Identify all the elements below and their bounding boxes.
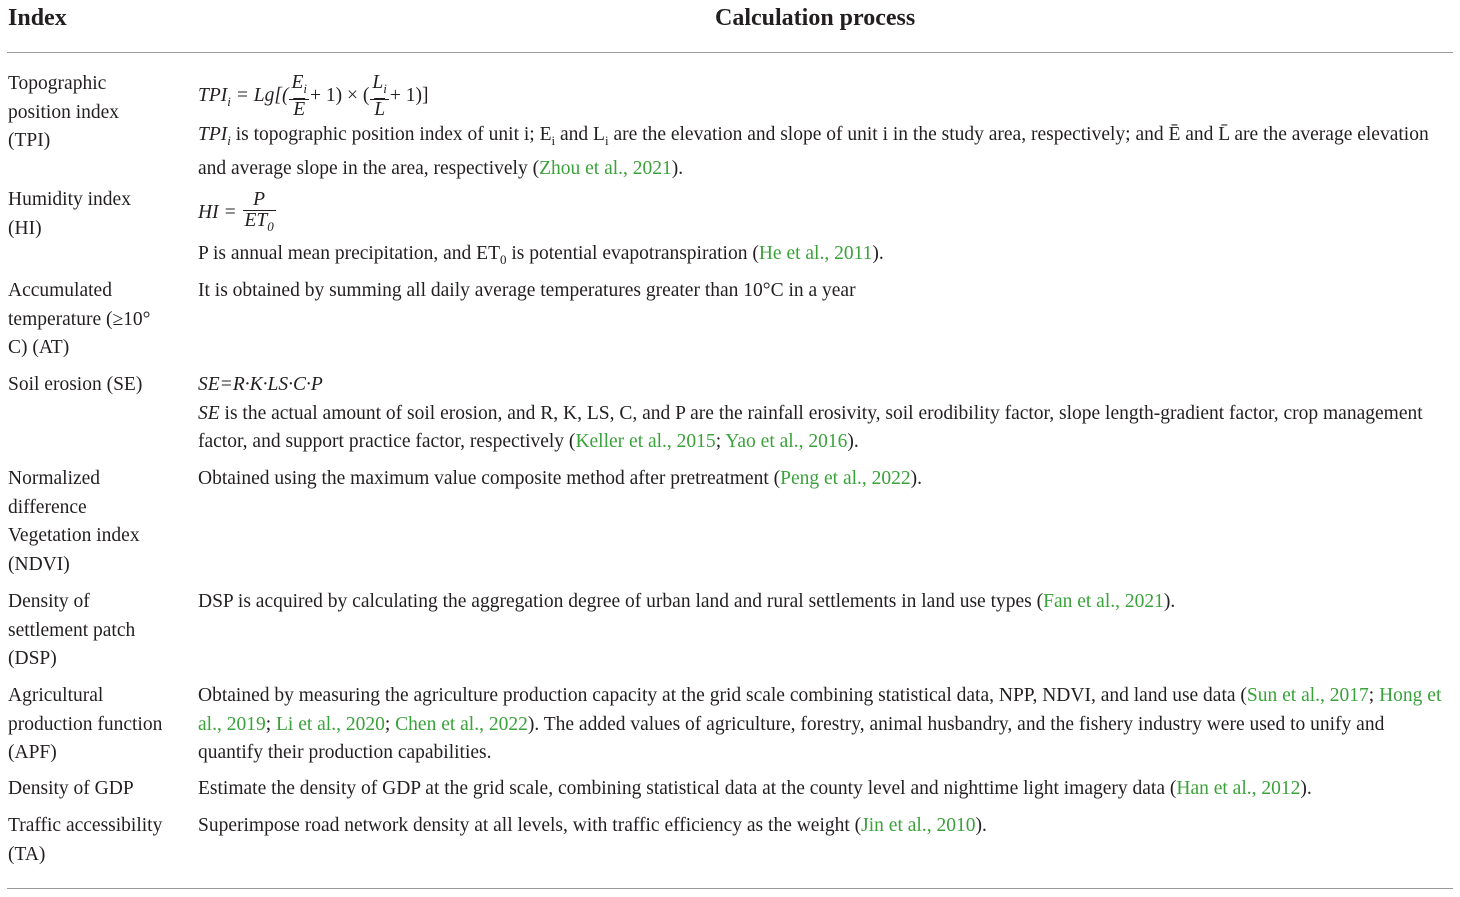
description-text: It is obtained by summing all daily average temperatures greater than 10°C in a year bbox=[198, 280, 856, 301]
index-line: (NDVI) bbox=[8, 553, 70, 575]
index-line: (HI) bbox=[8, 217, 42, 239]
fraction-denominator: L bbox=[374, 98, 386, 120]
fraction-numerator: E bbox=[291, 72, 304, 94]
description-text: Obtained by measuring the agriculture production capacity at the grid scale combining statistical data, NPP, NDVI, and land use data ( bbox=[198, 685, 1247, 706]
index-line: Density of GDP bbox=[8, 778, 134, 799]
index-cell bbox=[8, 371, 188, 400]
index-cell bbox=[8, 465, 188, 579]
fraction-denominator: ET bbox=[244, 210, 268, 232]
index-cell bbox=[8, 682, 188, 768]
formula-symbol: HI bbox=[198, 202, 219, 223]
index-cell bbox=[8, 775, 188, 804]
description-text: ). bbox=[671, 158, 684, 180]
description-text: is topographic position index of unit i; E bbox=[235, 124, 552, 145]
index-cell bbox=[8, 588, 188, 674]
index-line: (TA) bbox=[8, 843, 46, 865]
description-text: Superimpose road network density at all levels, with traffic efficiency as the weight ( bbox=[198, 815, 862, 836]
calc-cell bbox=[198, 812, 1443, 841]
index-line: difference bbox=[8, 496, 87, 518]
formula-symbol: TPI bbox=[198, 85, 228, 106]
formula-part: + 1) × ( bbox=[310, 85, 370, 106]
description-text: ). bbox=[975, 815, 987, 836]
citation-link[interactable]: Li et al., 2020 bbox=[276, 713, 385, 735]
index-line: Humidity index bbox=[8, 189, 131, 210]
index-line: position index bbox=[8, 101, 120, 123]
hi-formula: HI = $\frac{P}{ET_0}$ bbox=[198, 186, 1443, 240]
description-symbol: SE bbox=[198, 402, 220, 424]
fraction-denominator: E bbox=[293, 98, 306, 120]
se-description: SE is the actual amount of soil erosion, and R, K, LS, C, and P are the rainfall erosivity, soil erodibility factor, slope length-gradient factor, crop management factor, and support practice factor, respectively (Keller et al., 2015; Yao et al., 2016). bbox=[198, 402, 1423, 452]
formula-subscript: 0 bbox=[499, 251, 507, 267]
index-line: Normalized bbox=[8, 468, 101, 489]
description-text: ). bbox=[847, 431, 859, 452]
index-cell bbox=[8, 812, 188, 869]
index-line: Soil erosion (SE) bbox=[8, 374, 143, 395]
index-line: temperature (≥10° bbox=[8, 308, 151, 330]
citation-link[interactable]: Jin et al., 2010 bbox=[861, 815, 976, 836]
calc-cell bbox=[198, 186, 1443, 274]
description-text: ). bbox=[910, 468, 923, 489]
citation-link[interactable]: Fan et al., 2021 bbox=[1043, 591, 1164, 612]
index-line: (TPI) bbox=[8, 130, 51, 151]
index-line: Accumulated bbox=[8, 280, 112, 301]
calc-cell bbox=[198, 775, 1443, 804]
calc-cell bbox=[198, 70, 1443, 184]
citation-link[interactable]: He et al., 2011 bbox=[758, 243, 873, 264]
formula-subscript: i bbox=[383, 80, 387, 96]
fraction bbox=[243, 190, 276, 237]
formula-subscript: i bbox=[227, 93, 231, 109]
index-line: (APF) bbox=[8, 742, 57, 763]
citation-link[interactable]: Yao et al., 2016 bbox=[725, 431, 848, 452]
calc-cell bbox=[198, 588, 1443, 617]
index-line: Vegetation index bbox=[8, 525, 140, 546]
index-line: (DSP) bbox=[8, 648, 57, 669]
description-text: is potential evapotranspiration ( bbox=[506, 243, 759, 264]
header-divider bbox=[7, 52, 1453, 53]
calc-cell: Obtained by measuring the agriculture production capacity at the grid scale combining statistical data, NPP, NDVI, and land use data (Sun et al., 2017; Hong et al., 2019; Li et al., 2020; Chen et al., 2022). The added values of agriculture, forestry, animal husbandry, and the fishery industry were used to unify and quantify their production capabilities. bbox=[198, 685, 1442, 763]
index-line: Density of bbox=[8, 591, 90, 612]
index-line: Traffic accessibility bbox=[8, 815, 163, 836]
fraction bbox=[289, 73, 309, 120]
description-text: ). bbox=[1300, 778, 1312, 799]
citation-link[interactable]: Hong et al., 2019 bbox=[198, 685, 1442, 735]
tpi-formula: $TPI_i = Lg$[( $\frac{E_i}{E}$ + 1) × ( $\frac{L_i}{L}$ + 1)] bbox=[198, 72, 429, 120]
citation-link[interactable]: Keller et al., 2015 bbox=[575, 431, 716, 452]
formula-subscript: 0 bbox=[267, 218, 274, 234]
table-header bbox=[0, 0, 1460, 52]
citation-link[interactable]: Han et al., 2012 bbox=[1176, 778, 1301, 799]
calc-cell bbox=[198, 277, 1443, 306]
index-cell bbox=[8, 70, 188, 156]
description-text: ). bbox=[1163, 591, 1176, 612]
formula-part: + 1)] bbox=[389, 85, 429, 106]
description-text: Estimate the density of GDP at the grid scale, combining statistical data at the county level and nighttime light imagery data ( bbox=[198, 778, 1177, 799]
description-text: ). The added values of agriculture, forestry, animal husbandry, and the fishery industry were used to unify and quantify their production capabilities. bbox=[198, 713, 1385, 763]
tpi-description: $TPI_i$ is topographic position index of unit i; $E_i$ and $L_i$ are the elevation and slope of unit i in the study area, respectively; and Ē and L̄ are the average elevation and average slope in the area, respectively (Zhou et al., 2021). bbox=[198, 124, 1429, 180]
citation-link[interactable]: Chen et al., 2022 bbox=[395, 713, 528, 735]
index-line: C) (AT) bbox=[8, 337, 70, 358]
index-line: settlement patch bbox=[8, 619, 136, 641]
table-bottom-rule bbox=[7, 888, 1453, 889]
fraction bbox=[370, 73, 388, 120]
index-line: Topographic bbox=[8, 73, 107, 94]
fraction-numerator: P bbox=[243, 190, 276, 211]
citation-link[interactable]: Zhou et al., 2021 bbox=[539, 158, 672, 180]
description-text: Obtained using the maximum value composite method after pretreatment ( bbox=[198, 468, 781, 489]
citation-link[interactable]: Peng et al., 2022 bbox=[780, 468, 911, 489]
index-line: Agricultural bbox=[8, 685, 104, 706]
column-header-calculation: Calculation process bbox=[715, 5, 916, 31]
description-text: is the actual amount of soil erosion, and R, K, LS, C, and P are the rainfall erosivity, soil erodibility factor, slope length-gradient factor, crop management factor, and support practice factor, respectively ( bbox=[198, 402, 1423, 452]
calc-cell bbox=[198, 465, 1443, 494]
se-formula: SE=R·K·LS·C·P bbox=[198, 374, 323, 395]
citation-link[interactable]: Sun et al., 2017 bbox=[1246, 685, 1369, 706]
index-line: production function bbox=[8, 713, 163, 735]
index-cell bbox=[8, 277, 188, 363]
fraction-numerator: L bbox=[372, 72, 384, 94]
description-text: are the elevation and slope of unit i in the study area, respectively; and Ē and L̄ are the average elevation and average slope in the area, respectively ( bbox=[198, 124, 1429, 180]
description-text: ). bbox=[872, 243, 884, 264]
description-text: and L bbox=[555, 124, 605, 145]
formula-subscript: i bbox=[303, 80, 308, 96]
hi-description bbox=[198, 240, 1443, 274]
index-cell bbox=[8, 186, 188, 243]
formula-part: Lg[( bbox=[253, 85, 289, 106]
calc-cell bbox=[198, 371, 1443, 457]
description-text: P is annual mean precipitation, and ET bbox=[198, 243, 500, 264]
description-text: DSP is acquired by calculating the aggregation degree of urban land and rural settlements in land use types ( bbox=[198, 591, 1044, 612]
column-header-index: Index bbox=[8, 5, 67, 31]
